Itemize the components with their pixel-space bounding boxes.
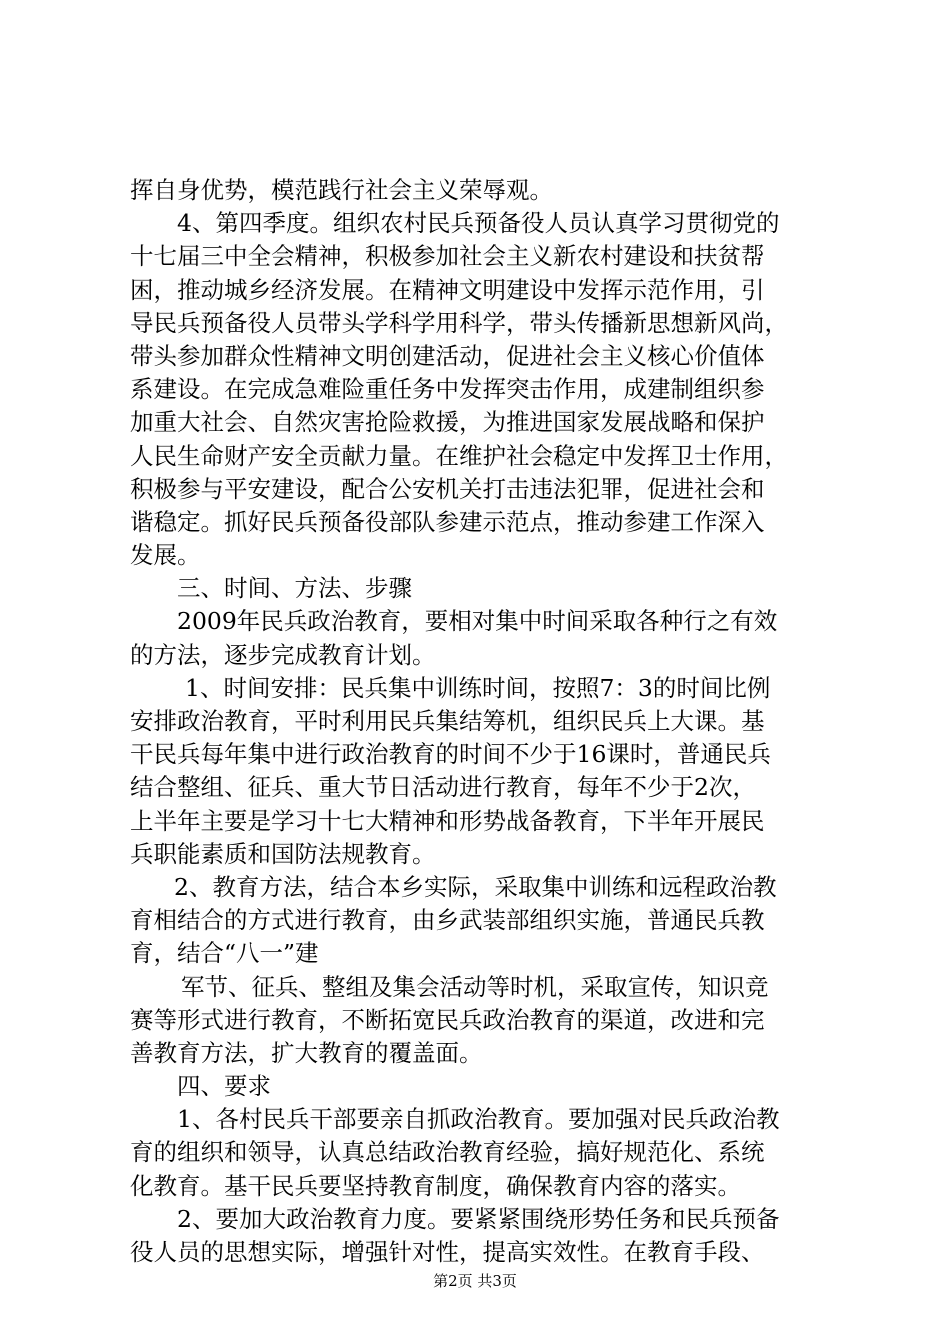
text-line: 的方法，逐步完成教育计划。 [130,640,436,669]
document-body [130,174,830,1269]
text-line: 安排政治教育，平时利用民兵集结筹机，组织民兵上大课。基 [130,707,765,735]
text-line: 育相结合的方式进行教育，由乡武装部组织实施，普通民兵教 [130,906,765,935]
text-line: 积极参与平安建设，配合公安机关打击违法犯罪，促进社会和 [130,474,765,503]
text-line: 1、各村民兵干部要亲自抓政治教育。要加强对民兵政治教 [177,1105,780,1134]
text-line: 谐稳定。抓好民兵预备役部队参建示范点，推动参建工作深入 [130,507,765,536]
text-line: 系建设。在完成急难险重任务中发挥突击作用，成建制组织参 [130,375,765,404]
text-line: 困，推动城乡经济发展。在精神文明建设中发挥示范作用，引 [130,275,765,304]
text-line: 育，结合“八一”建 [130,939,319,968]
text-line: 化教育。基干民兵要坚持教育制度，确保教育内容的落实。 [130,1171,741,1200]
text-line: 赛等形式进行教育，不断拓宽民兵政治教育的渠道，改进和完 [130,1005,765,1034]
text-line: 上半年主要是学习十七大精神和形势战备教育，下半年开展民 [130,806,765,835]
text-line: 育的组织和领导，认真总结政治教育经验，搞好规范化、系统 [130,1138,765,1167]
text-line: 2、教育方法，结合本乡实际，采取集中训练和远程政治教 [174,872,777,901]
text-line: 结合整组、征兵、重大节日活动进行教育，每年不少于2次， [130,773,756,802]
text-line: 4、第四季度。组织农村民兵预备役人员认真学习贯彻党的 [177,209,780,238]
text-line: 十七届三中全会精神，积极参加社会主义新农村建设和扶贫帮 [130,242,765,271]
text-line: 役人员的思想实际，增强针对性，提高实效性。在教育手段、 [130,1238,765,1266]
section-heading: 三、时间、方法、步骤 [177,574,412,603]
text-line: 导民兵预备役人员带头学科学用科学，带头传播新思想新风尚， [130,308,788,337]
text-line: 挥自身优势，模范践行社会主义荣辱观。 [130,176,553,204]
text-line: 加重大社会、自然灾害抢险救援，为推进国家发展战略和保护 [130,408,765,437]
text-line: 2、要加大政治教育力度。要紧紧围绕形势任务和民兵预备 [177,1204,780,1233]
text-line: 2009年民兵政治教育，要相对集中时间采取各种行之有效 [177,607,778,636]
section-heading: 四、要求 [177,1072,271,1101]
text-line: 军节、征兵、整组及集会活动等时机，采取宣传，知识竞 [181,972,769,1001]
text-line: 善教育方法，扩大教育的覆盖面。 [130,1038,483,1067]
text-line: 1、时间安排：民兵集中训练时间，按照7：3的时间比例 [185,673,771,702]
text-line: 兵职能素质和国防法规教育。 [130,839,436,868]
text-line: 带头参加群众性精神文明创建活动，促进社会主义核心价值体 [130,341,765,370]
text-line: 人民生命财产安全贡献力量。在维护社会稳定中发挥卫士作用， [130,441,788,470]
text-line: 干民兵每年集中进行政治教育的时间不少于16课时，普通民兵 [130,740,771,769]
text-line: 发展。 [130,541,201,570]
page-footer: 第2页 共3页 [433,1272,517,1290]
